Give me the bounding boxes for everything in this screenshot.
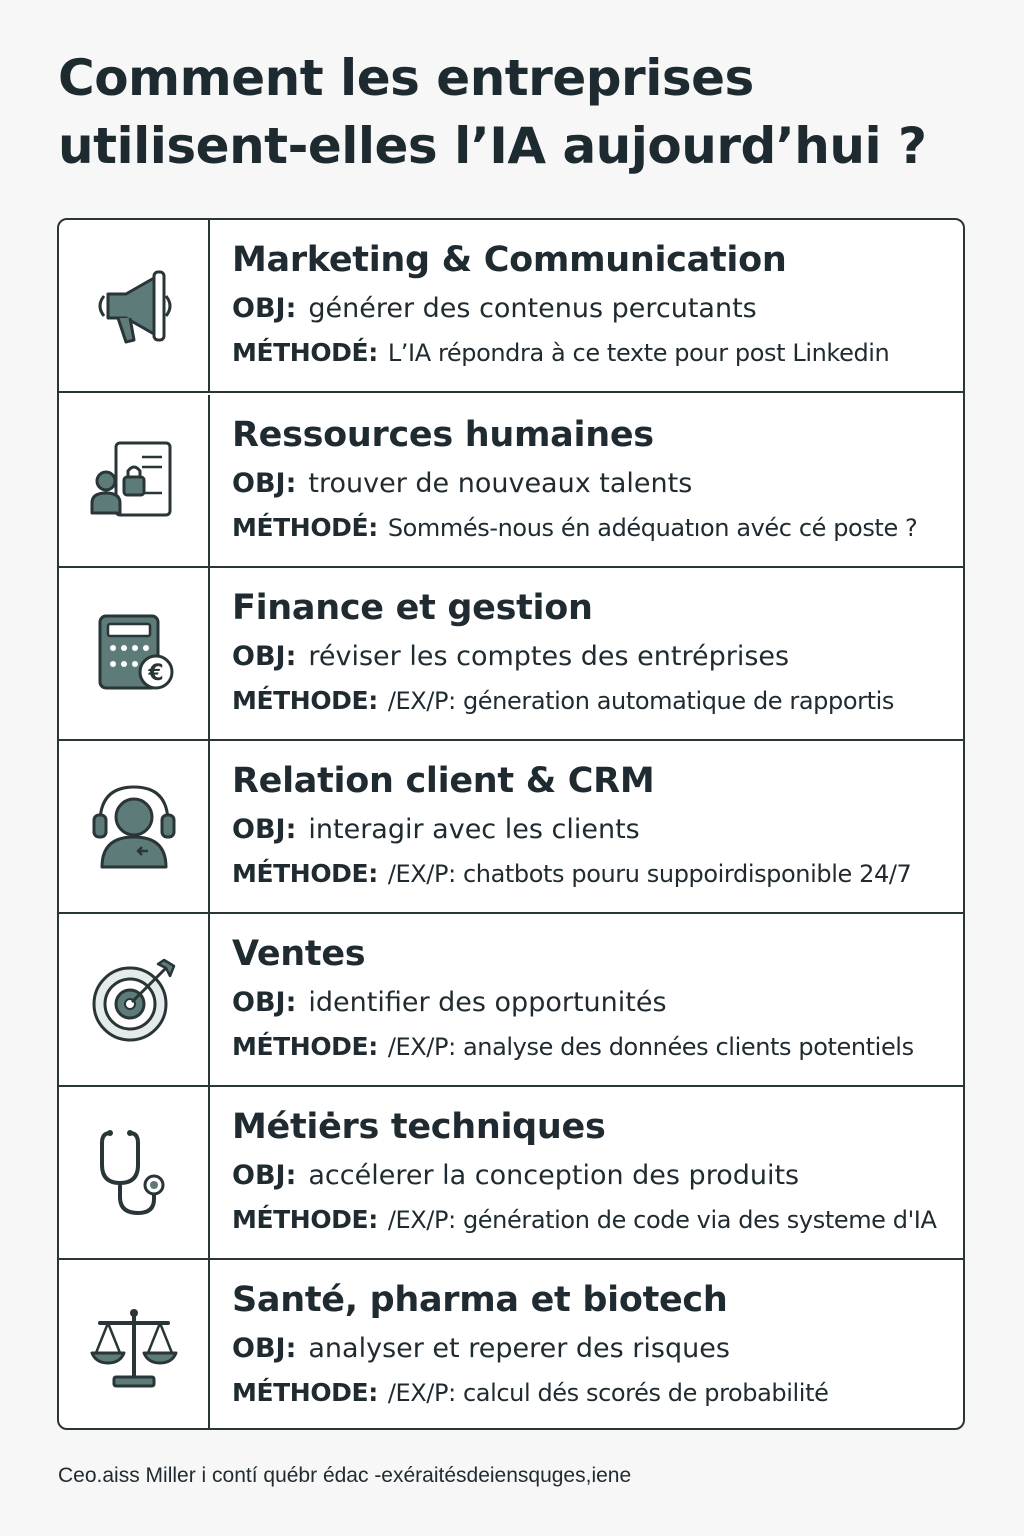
method-line [232,1203,953,1237]
method-text: /EX/P: génération de code via des systeme d'IA [387,1206,937,1234]
footer-credit: Ceo.aiss Miller i contí québr édac -exéraitésdeiensquges,iene [58,1464,632,1487]
method-text: L’IA répondra à ce texte pour post Linkedin [387,339,890,367]
objective-text: trouver de nouveaux talents [308,468,693,499]
obj-label: OBJ: [232,814,297,845]
table-row-technical [59,1087,963,1260]
scales-icon [86,1299,182,1395]
row-text [232,238,953,370]
svg-text:€: € [147,660,164,686]
table-row-finance [59,568,963,741]
objective-line [232,1331,953,1367]
icon-cell [59,1087,210,1258]
objective-line [232,639,953,675]
icon-cell [59,1260,210,1430]
icon-cell [59,220,210,391]
method-line [232,336,953,370]
method-label: MÉTHODE: [232,686,378,715]
objective-text: générer des contenus percutants [308,293,757,324]
method-label: MÉTHODÉ: [232,513,378,542]
method-line [232,511,953,545]
method-text: Sommés-nous én adéquatıon avéc cé poste ? [387,514,918,542]
row-title: Métiėrs techniques [232,1107,606,1147]
table-row-sales [59,914,963,1087]
row-text [232,932,953,1064]
row-title: Santé, pharma et biotech [232,1280,728,1320]
icon-cell [59,395,210,566]
obj-label: OBJ: [232,293,297,324]
obj-label: OBJ: [232,1333,297,1364]
objective-line [232,1158,953,1194]
objective-text: analyser et reperer des risques [308,1333,730,1364]
method-text: /EX/P: calcul dés scorés de probabilité [387,1379,829,1407]
table-row-crm [59,741,963,914]
row-text [232,413,953,545]
page-title-line-2: utilisent-elles l’IA aujourd’hui ? [58,117,927,175]
hr-document-icon [86,433,182,529]
method-label: MÉTHODE: [232,1032,378,1061]
icon-cell [59,568,210,739]
objective-line [232,291,953,327]
method-line [232,684,953,718]
stethoscope-icon [86,1125,182,1221]
obj-label: OBJ: [232,641,297,672]
table-row-hr [59,395,963,568]
row-text [232,1105,953,1237]
objective-text: identifier des opportunités [308,987,667,1018]
row-title: Ressources humaines [232,415,654,455]
method-text: /EX/P: géneration automatique de rapportis [387,687,894,715]
icon-cell [59,741,210,912]
objective-line [232,812,953,848]
method-label: MÉTHODE: [232,1378,378,1407]
use-cases-table [57,218,965,1430]
objective-text: accélerer la conception des produits [308,1160,800,1191]
method-line [232,857,953,891]
obj-label: OBJ: [232,1160,297,1191]
row-title: Finance et gestion [232,588,593,628]
method-line [232,1030,953,1064]
table-row-marketing [59,220,963,393]
icon-cell [59,914,210,1085]
table-row-health [59,1260,963,1430]
megaphone-icon [86,258,182,354]
method-label: MÉTHODE: [232,1205,378,1234]
obj-label: OBJ: [232,987,297,1018]
row-title: Ventes [232,934,366,974]
objective-line [232,466,953,502]
page-title [58,44,958,180]
objective-text: interagir avec les clients [308,814,640,845]
row-title: Marketing & Communication [232,240,787,280]
row-text [232,586,953,718]
method-text: /EX/P: analyse des données clients potentiels [387,1033,914,1061]
target-icon [86,952,182,1048]
objective-text: réviser les comptes des entréprises [308,641,790,672]
row-text [232,759,953,891]
method-label: MÉTHODÉ: [232,338,378,367]
method-line [232,1376,953,1410]
objective-line [232,985,953,1021]
row-text [232,1278,953,1410]
method-label: MÉTHODE: [232,859,378,888]
page-title-line-1: Comment les entreprises [58,49,754,107]
obj-label: OBJ: [232,468,297,499]
method-text: /EX/P: chatbots pouru suppoirdisponible 24/7 [387,860,912,888]
calculator-euro-icon [86,606,182,702]
headset-user-icon [86,779,182,875]
row-title: Relation client & CRM [232,761,655,801]
